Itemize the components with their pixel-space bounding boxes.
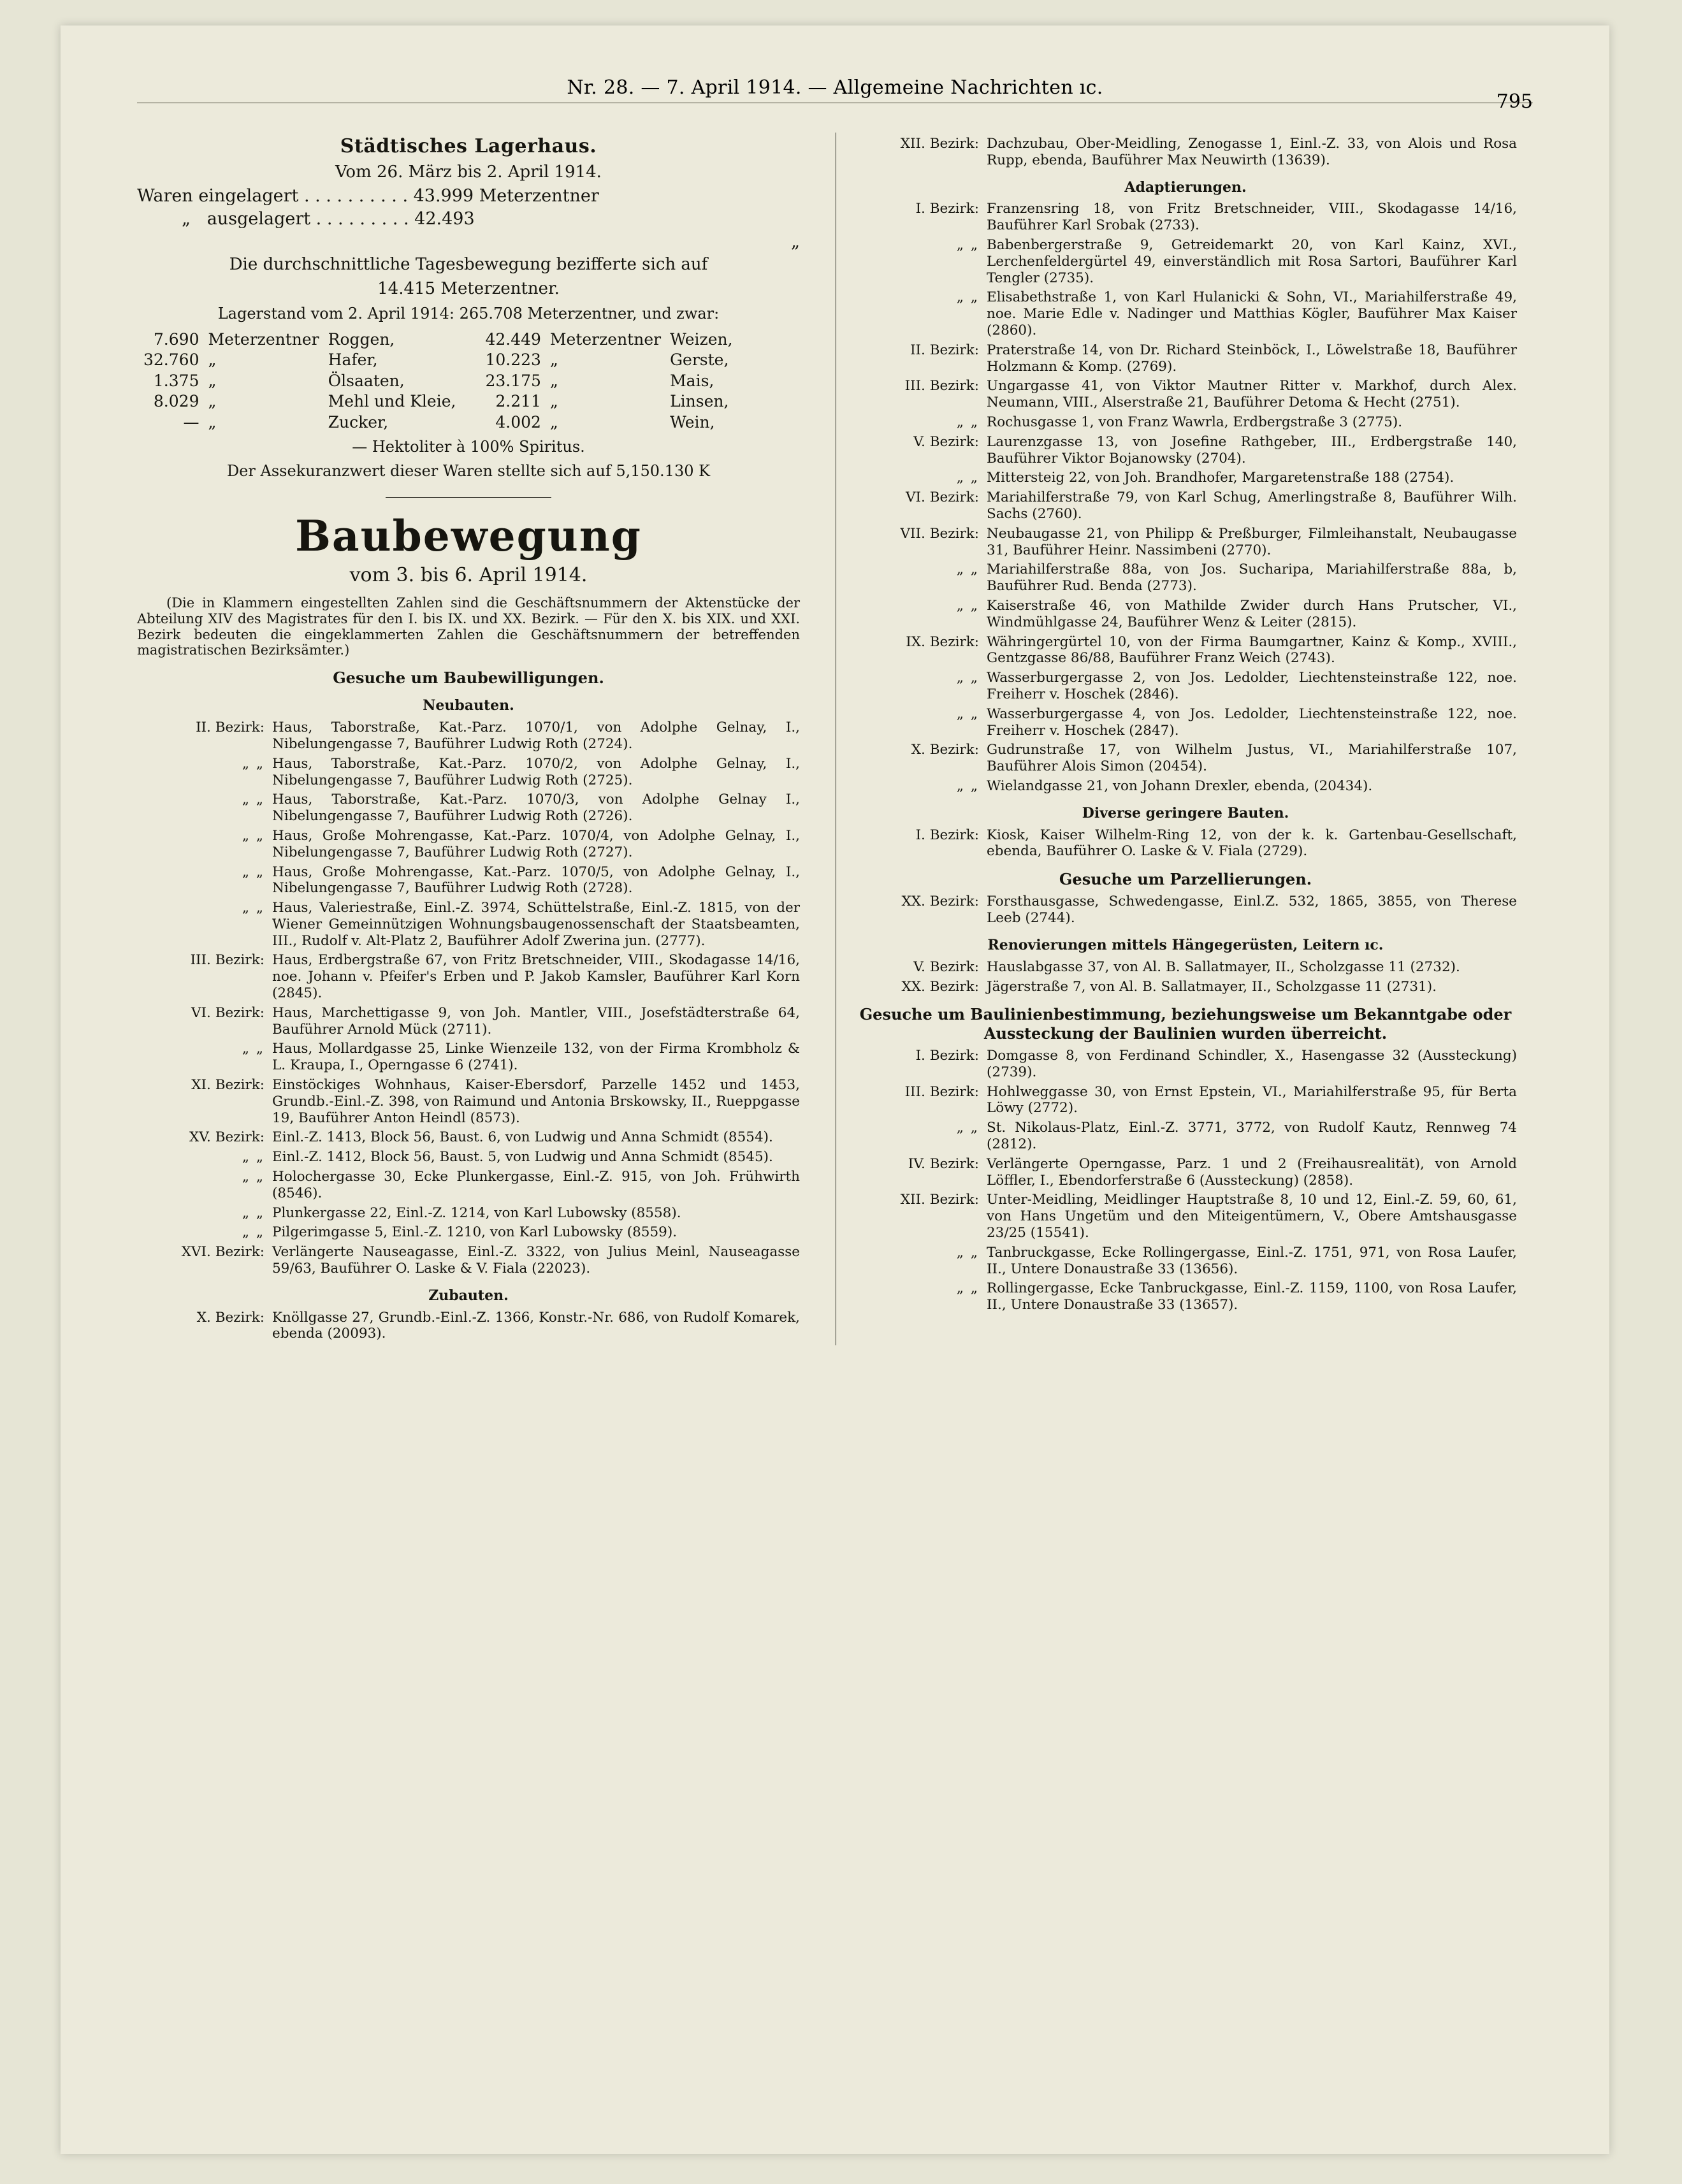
section-title-lagerhaus: Städtisches Lagerhaus. [340, 135, 597, 157]
paper-sheet [61, 25, 1609, 2154]
entry-text: Tanbruckgasse, Ecke Rollingergasse, Einl.-Z. 1751, 971, von Rosa Laufer, II., Untere Donaustraße 33 (13656). [987, 1244, 1517, 1277]
cell-g2: Linsen, [670, 392, 729, 411]
entry-text: Babenbergerstraße 9, Getreidemarkt 20, von Karl Kainz, XVI., Lerchenfeldergürtel 49, einverständlich mit Rosa Sartori, Bauführer Karl Tengler (2735). [987, 237, 1517, 286]
entry-label: „ „ [956, 670, 979, 686]
entry-text: Mariahilferstraße 79, von Karl Schug, Amerlingstraße 8, Bauführer Wilh. Sachs (2760). [987, 489, 1517, 522]
cell-n2: 23.175 [485, 371, 541, 390]
lagerhaus-line-eingelagert: Waren eingelagert . . . . . . . . . . 43.999 Meterzentner [137, 186, 599, 206]
entry-label: „ „ [956, 1280, 979, 1297]
entry-label: XII. Bezirk: [900, 1192, 979, 1208]
baubewegung-title: Baubewegung [295, 510, 642, 561]
entry-label: VII. Bezirk: [900, 525, 979, 542]
cell-n2: 4.002 [495, 412, 541, 431]
entry-label: „ „ [242, 1149, 265, 1166]
list-item [137, 864, 800, 897]
entry-label: III. Bezirk: [904, 378, 979, 394]
list-item [854, 378, 1517, 411]
entry-label: II. Bezirk: [910, 342, 979, 358]
list-item [854, 634, 1517, 667]
entry-label: I. Bezirk: [915, 201, 979, 217]
entry-text: Franzensring 18, von Fritz Bretschneider, VIII., Skodagasse 14/16, Bauführer Karl Srobak (2733). [987, 201, 1517, 234]
entry-label: „ „ [242, 827, 265, 844]
entry-text: Wasserburgergasse 4, von Jos. Ledolder, Liechtensteinstraße 122, noe. Freiherr v. Hoschek (2847). [987, 705, 1517, 739]
heading-baulinien: Gesuche um Baulinienbestimmung, beziehungsweise um Bekanntgabe oder Aussteckung der Baulinien wurden überreicht. [859, 1005, 1512, 1043]
entry-text: Forsthausgasse, Schwedengasse, Einl.Z. 532, 1865, 3855, von Therese Leeb (2744). [987, 893, 1517, 927]
entry-label: „ „ [956, 289, 979, 306]
list-item [854, 434, 1517, 467]
entry-label: „ „ [956, 414, 979, 430]
entry-text: Elisabethstraße 1, von Karl Hulanicki & Sohn, VI., Mariahilferstraße 49, noe. Marie Edle v. Nadinger und Matthias Kögler, Bauführer Max Kaiser (2860). [987, 289, 1517, 338]
cell-u2: „ [549, 371, 558, 390]
cell-gap [460, 412, 485, 433]
entry-text: Kiosk, Kaiser Wilhelm-Ring 12, von der k. k. Gartenbau-Gesellschaft, ebenda, Bauführer O. Laske & V. Fiala (2729). [987, 827, 1517, 860]
list-item [137, 1244, 800, 1277]
entry-text: Haus, Mollardgasse 25, Linke Wienzeile 132, von der Firma Krombholz & L. Kraupa, I., Operngasse 6 (2741). [272, 1041, 800, 1074]
cell-u2: „ [549, 392, 558, 411]
list-item [854, 893, 1517, 927]
lagerhaus-period: Vom 26. März bis 2. April 1914. [335, 162, 602, 182]
list-item [137, 1041, 800, 1074]
entry-label: XVI. Bezirk: [181, 1244, 265, 1261]
list-item [854, 136, 1517, 169]
entry-text: Plunkergasse 22, Einl.-Z. 1214, von Karl Lubowsky (8558). [272, 1204, 681, 1221]
entry-text: Gudrunstraße 17, von Wilhelm Justus, VI., Mariahilferstraße 107, Bauführer Alois Simon (20454). [987, 742, 1517, 775]
entry-label: IX. Bezirk: [906, 633, 979, 650]
list-item [137, 1169, 800, 1202]
cell-gap [460, 329, 485, 351]
entry-text: Haus, Große Mohrengasse, Kat.-Parz. 1070/4, von Adolphe Gelnay, I., Nibelungengasse 7, Bauführer Ludwig Roth (2727). [272, 827, 800, 860]
list-item [854, 1245, 1517, 1278]
entry-label: X. Bezirk: [196, 1309, 265, 1326]
entry-label: „ „ [242, 755, 265, 772]
list-item [137, 1077, 800, 1126]
lagerhaus-average-text: Die durchschnittliche Tagesbewegung bezifferte sich auf [229, 255, 708, 275]
cell-g1: Ölsaaten, [328, 371, 405, 390]
list-item [854, 470, 1517, 486]
list-item [137, 1005, 800, 1038]
entry-text: Rochusgasse 1, von Franz Wawrla, Erdbergstraße 3 (2775). [987, 414, 1403, 430]
entry-text: Pilgerimgasse 5, Einl.-Z. 1210, von Karl Lubowsky (8559). [272, 1224, 678, 1241]
list-item [854, 1048, 1517, 1081]
heading-neubauten: Neubauten. [423, 697, 514, 714]
list-item [854, 827, 1517, 860]
entry-label: IV. Bezirk: [908, 1155, 979, 1172]
cell-u1: „ [208, 351, 217, 370]
entry-text: Haus, Erdbergstraße 67, von Fritz Bretschneider, VIII., Skodagasse 14/16, noe. Johann v. Pfeifer's Erben und P. Jakob Kamsler, Bauführer Karl Korn (2845). [272, 952, 800, 1002]
list-item [137, 1149, 800, 1166]
cell-g1: Roggen, [328, 329, 395, 349]
entry-label: V. Bezirk: [913, 958, 979, 975]
cell-n1: 7.690 [153, 329, 199, 349]
list-item [854, 670, 1517, 703]
list-item [854, 1084, 1517, 1117]
heading-gesuche-baubewilligungen: Gesuche um Baubewilligungen. [333, 669, 604, 688]
entry-text: Hohlweggasse 30, von Ernst Epstein, VI., Mariahilferstraße 95, für Berta Löwy (2772). [987, 1083, 1517, 1117]
cell-u2: „ [549, 351, 558, 370]
list-item [137, 720, 800, 753]
cell-n1: 1.375 [153, 371, 199, 390]
list-item [854, 598, 1517, 631]
lagerhaus-line-quote: „ [791, 232, 800, 252]
cell-u1: Meterzentner [208, 329, 319, 349]
baubewegung-subtitle: vom 3. bis 6. April 1914. [349, 564, 588, 587]
heading-zubauten: Zubauten. [428, 1287, 509, 1304]
list-item [137, 1129, 800, 1146]
entry-label: XV. Bezirk: [189, 1129, 265, 1146]
entry-text: Laurenzgasse 13, von Josefine Rathgeber, III., Erdbergstraße 140, Bauführer Viktor Bojanowsky (2704). [987, 433, 1517, 466]
entry-label: „ „ [956, 777, 979, 794]
list-item [854, 959, 1517, 976]
entry-label: „ „ [242, 1041, 265, 1057]
list-item [854, 237, 1517, 286]
heading-adaptierungen: Adaptierungen. [1124, 178, 1247, 196]
left-column [137, 133, 818, 1345]
list-item [137, 1224, 800, 1241]
entry-label: „ „ [956, 1244, 979, 1261]
list-item [854, 489, 1517, 523]
entry-label: V. Bezirk: [913, 433, 979, 450]
entry-label: „ „ [956, 705, 979, 722]
cell-u2: Meterzentner [549, 329, 662, 349]
entry-text: Währingergürtel 10, von der Firma Baumgartner, Kainz & Komp., XVIII., Gentzgasse 86/88, Bauführer Franz Weich (2743). [987, 633, 1517, 667]
entry-text: Haus, Taborstraße, Kat.-Parz. 1070/3, von Adolphe Gelnay I., Nibelungengasse 7, Bauführer Ludwig Roth (2726). [272, 792, 800, 825]
cell-n1: — [183, 412, 199, 431]
entry-label: „ „ [956, 237, 979, 254]
entry-label: III. Bezirk: [190, 952, 265, 969]
entry-text: Praterstraße 14, von Dr. Richard Steinböck, I., Löwelstraße 18, Bauführer Holzmann & Komp. (2769). [987, 342, 1517, 375]
list-item [854, 201, 1517, 234]
entry-label: XII. Bezirk: [900, 136, 979, 152]
table-row [143, 412, 737, 433]
cell-u1: „ [208, 392, 217, 411]
entry-label: II. Bezirk: [196, 720, 265, 736]
cell-u1: „ [208, 371, 217, 390]
list-item [137, 1205, 800, 1222]
entry-label: „ „ [242, 792, 265, 808]
lagerhaus-stand: Lagerstand vom 2. April 1914: 265.708 Meterzentner, und zwar: [217, 304, 720, 322]
entry-text: Knöllgasse 27, Grundb.-Einl.-Z. 1366, Konstr.-Nr. 686, von Rudolf Komarek, ebenda (20093). [272, 1309, 800, 1342]
list-item [137, 1310, 800, 1343]
entry-text: Haus, Valeriestraße, Einl.-Z. 3974, Schüttelstraße, Einl.-Z. 1815, von der Wiener Gemeinnützigen Wohnungsbaugenossenschaft der Staatsbeamten, III., Rudolf v. Alt-Platz 2, Bauführer Adolf Zwerina jun. (2777). [272, 900, 800, 949]
page-number: 795 [1496, 90, 1533, 113]
entry-text: Jägerstraße 7, von Al. B. Sallatmayer, II., Scholzgasse 11 (2731). [987, 978, 1437, 995]
table-row [143, 329, 737, 351]
table-row [143, 350, 737, 371]
cell-g2: Gerste, [670, 351, 729, 370]
list-item [854, 979, 1517, 995]
right-column [854, 133, 1517, 1345]
entry-text: St. Nikolaus-Platz, Einl.-Z. 3771, 3772, von Rudolf Kautz, Rennweg 74 (2812). [987, 1120, 1517, 1152]
entry-text: Kaiserstraße 46, von Mathilde Zwider durch Hans Prutscher, VI., Windmühlgasse 24, Bauführer Wenz & Leiter (2815). [987, 597, 1517, 630]
cell-gap [460, 371, 485, 392]
list-item [854, 289, 1517, 338]
entry-label: „ „ [242, 900, 265, 916]
heading-parzellierungen: Gesuche um Parzellierungen. [1059, 870, 1312, 889]
cell-n2: 42.449 [485, 329, 541, 349]
list-item [137, 900, 800, 949]
cell-g1: Zucker, [328, 412, 389, 431]
entry-label: I. Bezirk: [915, 827, 979, 843]
list-item [854, 1192, 1517, 1241]
list-item [854, 1120, 1517, 1153]
entry-label: „ „ [242, 864, 265, 880]
entry-text: Verlängerte Nauseagasse, Einl.-Z. 3322, von Julius Meinl, Nauseagasse 59/63, Bauführer O. Laske & V. Fiala (22023). [272, 1244, 800, 1277]
table-row [143, 391, 737, 412]
baubewegung-note: (Die in Klammern eingestellten Zahlen sind die Geschäftsnummern der Aktenstücke der Abteilung XIV des Magistrates für den I. bis IX. und XX. Bezirk. — Für den X. bis XIX. und XXI. Bezirk bedeuten die eingeklammerten Zahlen die Geschäftsnummern der betreffenden magistratischen Bezirksämter.) [137, 595, 800, 658]
cell-g2: Mais, [670, 371, 714, 390]
entry-text: Einstöckiges Wohnhaus, Kaiser-Ebersdorf, Parzelle 1452 und 1453, Grundb.-Einl.-Z. 398, von Raimund und Antonia Brskowsky, II., Rueppgasse 19, Bauführer Anton Heindl (8573). [272, 1077, 800, 1126]
list-item [137, 792, 800, 825]
cell-g1: Mehl und Kleie, [328, 392, 456, 411]
cell-n2: 2.211 [495, 392, 541, 411]
entry-text: Mittersteig 22, von Joh. Brandhofer, Margaretenstraße 188 (2754). [987, 470, 1454, 486]
entry-text: Dachzubau, Ober-Meidling, Zenogasse 1, Einl.-Z. 33, von Alois und Rosa Rupp, ebenda, Bauführer Max Neuwirth (13639). [987, 136, 1517, 168]
list-item [137, 756, 800, 789]
cell-gap [460, 350, 485, 371]
entry-text: Einl.-Z. 1413, Block 56, Baust. 6, von Ludwig und Anna Schmidt (8554). [272, 1129, 773, 1146]
list-item [854, 706, 1517, 739]
entry-label: „ „ [242, 1169, 265, 1185]
lagerhaus-line-ausgelagert: „ ausgelagert . . . . . . . . . 42.493 [182, 209, 475, 229]
entry-label: „ „ [956, 597, 979, 614]
page-content [137, 76, 1533, 1345]
entry-text: Mariahilferstraße 88a, von Jos. Sucharipa, Mariahilferstraße 88a, b, Bauführer Rud. Benda (2773). [987, 561, 1517, 595]
entry-label: „ „ [242, 1224, 265, 1241]
entry-label: XI. Bezirk: [191, 1077, 265, 1094]
entry-label: III. Bezirk: [904, 1083, 979, 1100]
lagerhaus-spiritus: — Hektoliter à 100% Spiritus. [352, 438, 585, 456]
entry-label: „ „ [242, 1204, 265, 1221]
entry-label: VI. Bezirk: [906, 489, 979, 506]
entry-label: XX. Bezirk: [901, 978, 979, 995]
two-column-body [137, 133, 1533, 1345]
list-item [854, 778, 1517, 795]
list-item [854, 414, 1517, 431]
entry-text: Haus, Große Mohrengasse, Kat.-Parz. 1070/5, von Adolphe Gelnay, I., Nibelungengasse 7, Bauführer Ludwig Roth (2728). [272, 864, 800, 897]
list-item [854, 1156, 1517, 1189]
cell-n1: 8.029 [153, 392, 199, 411]
list-item [854, 1280, 1517, 1313]
entry-label: I. Bezirk: [915, 1047, 979, 1064]
entry-text: Neubaugasse 21, von Philipp & Preßburger, Filmleihanstalt, Neubaugasse 31, Bauführer Heinr. Nassimbeni (2770). [987, 525, 1517, 558]
entry-text: Unter-Meidling, Meidlinger Hauptstraße 8, 10 und 12, Einl.-Z. 59, 60, 61, von Hans Ungetüm und den Miteigentümern, V., Obere Amtshausgasse 23/25 (15541). [987, 1192, 1517, 1241]
entry-text: Ungargasse 41, von Viktor Mautner Ritter v. Markhof, durch Alex. Neumann, VIII., Alserstraße 21, Bauführer Detoma & Hecht (2751). [987, 378, 1517, 411]
entry-text: Rollingergasse, Ecke Tanbruckgasse, Einl.-Z. 1159, 1100, von Rosa Laufer, II., Untere Donaustraße 33 (13657). [987, 1280, 1517, 1313]
running-head [137, 76, 1533, 124]
entry-text: Wielandgasse 21, von Johann Drexler, ebenda, (20434). [987, 777, 1373, 794]
lagerhaus-average-value: 14.415 Meterzentner. [377, 278, 560, 298]
entry-text: Domgasse 8, von Ferdinand Schindler, X., Hasengasse 32 (Aussteckung) (2739). [987, 1047, 1517, 1080]
lagerhaus-assekuranz: Der Assekuranzwert dieser Waren stellte sich auf 5,150.130 K [226, 461, 711, 480]
entry-label: X. Bezirk: [911, 742, 979, 758]
entry-text: Haus, Taborstraße, Kat.-Parz. 1070/1, von Adolphe Gelnay, I., Nibelungengasse 7, Bauführer Ludwig Roth (2724). [272, 720, 800, 752]
heading-diverse-bauten: Diverse geringere Bauten. [1082, 804, 1289, 821]
list-item [137, 828, 800, 861]
entry-text: Einl.-Z. 1412, Block 56, Baust. 5, von Ludwig und Anna Schmidt (8545). [272, 1149, 773, 1166]
table-row [143, 371, 737, 392]
cell-gap [460, 391, 485, 412]
entry-text: Holochergasse 30, Ecke Plunkergasse, Einl.-Z. 915, von Joh. Frühwirth (8546). [272, 1169, 800, 1201]
entry-label: „ „ [956, 561, 979, 578]
list-item [854, 526, 1517, 559]
list-item [137, 952, 800, 1001]
entry-text: Verlängerte Operngasse, Parz. 1 und 2 (Freihausrealität), von Arnold Löffler, I., Ebendorferstraße 6 (Aussteckung) (2858). [987, 1155, 1517, 1189]
entry-label: XX. Bezirk: [901, 893, 979, 910]
lagerhaus-stock-table [143, 329, 737, 433]
cell-u1: „ [208, 412, 217, 431]
entry-text: Hauslabgasse 37, von Al. B. Sallatmayer, II., Scholzgasse 11 (2732). [987, 958, 1460, 975]
cell-n1: 32.760 [143, 351, 199, 370]
entry-text: Haus, Taborstraße, Kat.-Parz. 1070/2, von Adolphe Gelnay, I., Nibelungengasse 7, Bauführer Ludwig Roth (2725). [272, 755, 800, 788]
entry-label: „ „ [956, 1120, 979, 1136]
cell-g2: Weizen, [670, 329, 733, 349]
cell-g2: Wein, [670, 412, 715, 431]
running-head-text: Nr. 28. — 7. April 1914. — Allgemeine Nachrichten ıc. [567, 76, 1103, 99]
list-item [854, 561, 1517, 595]
list-item [854, 342, 1517, 375]
entry-text: Haus, Marchettigasse 9, von Joh. Mantler, VIII., Josefstädterstraße 64, Bauführer Arnold Mück (2711). [272, 1004, 800, 1038]
entry-label: „ „ [956, 470, 979, 486]
cell-u2: „ [549, 412, 558, 431]
cell-n2: 10.223 [485, 351, 541, 370]
entry-label: VI. Bezirk: [191, 1004, 265, 1021]
list-item [854, 742, 1517, 775]
cell-g1: Hafer, [328, 351, 378, 370]
section-divider [386, 497, 551, 498]
entry-text: Wasserburgergasse 2, von Jos. Ledolder, Liechtensteinstraße 122, noe. Freiherr v. Hoschek (2846). [987, 670, 1517, 702]
heading-renovierungen: Renovierungen mittels Hängegerüsten, Leitern ıc. [987, 937, 1384, 953]
